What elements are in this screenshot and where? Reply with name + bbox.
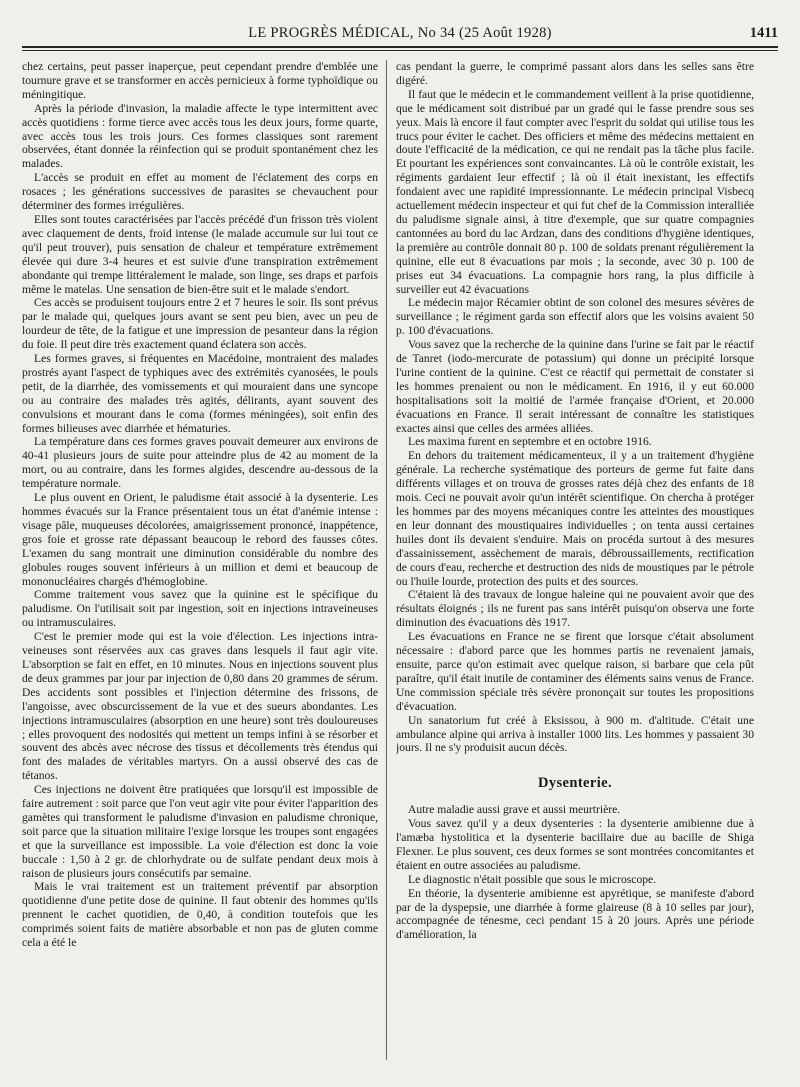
paragraph: cas pendant la guerre, le comprimé passant alors dans les selles sans être digéré. <box>396 60 754 87</box>
paragraph: Elles sont toutes caractérisées par l'accès précédé d'un frisson très violent avec claquement de dents, froid intense (le malade accumule sur lui tout ce qu'il peut trouver), puis sensation de chaleur et température extrêmement élevée qui dure 3-4 heures et est suivie d'une transpiration extrêmement abondante qui trempe littéralement le malade, son linge, ses draps et parfois même le matelas. Une sensation de bien-être suit et le malade s'endort. <box>22 212 378 296</box>
paragraph: Ces accès se produisent toujours entre 2 et 7 heures le soir. Ils sont prévus par le malade qui, quelques jours avant se sent peu bien, avec un peu de lourdeur de tête, de la fatigue et une impression de pesanteur dans la région du foie. Il peut dire très exactement quand éclatera son accès. <box>22 296 378 352</box>
paragraph: Après la période d'invasion, la maladie affecte le type intermittent avec accès quotidiens : forme tierce avec accès tous les deux jours, forme quarte, avec accès tous les trois jours. Ces formes classiques sont rarement observées, étant donnée la réinfection qui se produit spontanément chez les malades. <box>22 101 378 171</box>
page-number: 1411 <box>749 25 778 41</box>
paragraph: chez certains, peut passer inaperçue, peut cependant prendre d'emblée une tournure grave et se transformer en accès pernicieux à forme typhoïdique ou méningitique. <box>22 60 378 101</box>
paragraph: Vous savez que la recherche de la quinine dans l'urine se fait par le réactif de Tanret (iodo-mercurate de potassium) qui donne un précipité lorsque l'urine contient de la quinine. C'est ce réactif qui permettait de constater si les hommes prenaient ou non le médicament. En 1916, il y eut 60.000 hospitalisations soit la moitié de l'armée française d'Orient, et 20.000 évacuations en France. Il serait intéressant de connaître les statistiques exactes ainsi que celles des armées alliées. <box>396 338 754 435</box>
paragraph: Le médecin major Récamier obtint de son colonel des mesures sévères de surveillance ; le régiment garda son effectif alors que les voisins avaient 50 p. 100 d'évacuations. <box>396 296 754 338</box>
paragraph: Les évacuations en France ne se firent que lorsque c'était absolument nécessaire : d'abord parce que les hommes partis ne revenaient jamais, ensuite, parce qu'on estimait avec quelque raison, si barbare que cela pût paraître, qu'il était inutile de contaminer des éléments sains venus de France. Une commission spéciale très sévère prononçait sur toutes les propositions d'évacuation. <box>396 630 754 713</box>
paragraph: Il faut que le médecin et le commandement veillent à la prise quotidienne, que le médicament soit distribué par un gradé qui le fasse prendre sous ses yeux. Mais là encore il faut compter avec l'esprit du soldat qui utilise tous les trucs pour éviter le cachet. Des officiers et même des médecins mettaient en doute l'efficacité de la médication, ce qui ne rendait pas la tâche plus facile. Et pourtant les expériences sont convaincantes. Là où le contrôle existait, les régiments gardaient leur effectif ; là où il était inexistant, les effectifs fondaient avec une rapidité impressionnante. Le médecin principal Visbecq actuellement médecin inspecteur et qui fut chef de la Commission interalliée du paludisme signale ainsi, à titre d'exemple, que sur quatre compagnies cantonnées au bord du lac Ardzan, dans des conditions d'hygiène identiques, la première au contrôle donnait 80 p. 100 de soldats prenant régulièrement la quinine, elle eut 8 évacuations par mois ; la seconde, avec 30 p. 100 de prises eut 34 évacuations. La compagnie hors rang, la plus difficile à surveiller eut 42 évacuations <box>396 87 754 296</box>
paragraph: La température dans ces formes graves pouvait demeurer aux environs de 40-41 plusieurs jours de suite pour atteindre plus de 42 au moment de la mort, ou au contraire, dans les formes algides, descendre au-dessous de la température normale. <box>22 435 378 491</box>
paragraph: L'accès se produit en effet au moment de l'éclatement des corps en rosaces ; les générations successives de parasites se chevauchent pour déterminer des formes irrégulières. <box>22 171 378 213</box>
paragraph: Le plus ouvent en Orient, le paludisme était associé à la dysenterie. Les hommes évacués sur la France présentaient tous un état d'anémie intense : visage pâle, muqueuses décolorées, amaigrissement prononcé, inappétence, gros foie et grosse rate dépassant beaucoup le rebord des fausses côtes. L'examen du sang montrait une diminution considérable du nombre des globules rouges souvent inférieurs à un million et demi et beaucoup de mononucléaires chargés d'hémoglobine. <box>22 491 378 588</box>
paragraph: C'est le premier mode qui est la voie d'élection. Les injections intra-veineuses sont réservées aux cas graves dans lesquels il faut agir vite. L'absorption se fait en effet, en 10 minutes. Nous en injections souvent plus de deux grammes par jour par injection de 0,80 dans 20 grammes de sérum. Des accidents sont possibles et l'injection détermine des frissons, de l'angoisse, avec obscurcissement de la vue et des sueurs abondantes. Les injections intramusculaires (absorption en une heure) sont très douloureuses ; elles provoquent des nodosités qui mettent un temps infini à se résorber et souvent des abcès avec nécrose des tissus et décollements très étendus qui font des malades de véritables martyrs. On a aussi observé des cas de tétanos. <box>22 630 378 783</box>
header-rule <box>22 46 778 48</box>
paragraph: Comme traitement vous savez que la quinine est le spécifique du paludisme. On l'utilisait soit par ingestion, soit en injections intraveineuses ou intramusculaires. <box>22 588 378 630</box>
section-heading: Dysenterie. <box>537 775 613 792</box>
paragraph: Un sanatorium fut créé à Eksissou, à 900 m. d'altitude. C'était une ambulance alpine qui arriva à installer 1000 lits. Les hommes y passaient 30 jours. Il ne s'y produisit aucun décès. <box>396 713 754 755</box>
paragraph: En dehors du traitement médicamenteux, il y a un traitement d'hygiène générale. La recherche systématique des porteurs de germe fut faite dans différents villages et on trouva de grosses rates déjà chez des enfants de 18 mois. Ceci ne pouvait avoir qu'un intérêt scientifique. On chercha à protéger les hommes par des moyens mécaniques contre les atteintes des moustiques en leur donnant des moustiquaires individuelles ; on tenta aussi certaines huiles dont ils devaient s'enduire. Mais on procéda surtout à des mesures d'assainissement, assèchement de marais, débroussaillements, rectification de cours d'eau, recherche et destruction des nids de moustiques par le pétrole ou l'huile lourde, protection des puits et des sources. <box>396 449 754 588</box>
paragraph: C'étaient là des travaux de longue haleine qui ne pouvaient avoir que des résultats éloignés ; ils ne furent pas sans intérêt puisqu'on observa une forte diminution des évacuations dès 1917. <box>396 588 754 630</box>
paragraph: Le diagnostic n'était possible que sous le microscope. <box>408 872 657 886</box>
paragraph: Les maxima furent en septembre et en octobre 1916. <box>408 435 652 449</box>
paragraph: Mais le vrai traitement est un traitement préventif par absorption quotidienne d'une petite dose de quinine. Il faut obtenir des hommes qu'ils prennent le cachet quotidien, de 0,40, à condition toutefois que les comprimés soient faits de matière absorbable et non pas de gluten comme cela a été le <box>22 880 378 950</box>
paragraph: Vous savez qu'il y a deux dysenteries : la dysenterie amibienne due à l'amæba hystolitica et la dysenterie bacillaire due au bacille de Shiga Flexner. Le plus souvent, ces deux formes se sont montrées concomitantes et étaient en outre associées au paludisme. <box>396 817 754 872</box>
column-divider <box>386 60 387 1060</box>
right-column <box>396 60 754 1065</box>
paragraph: Autre maladie aussi grave et aussi meurtrière. <box>408 803 621 817</box>
paragraph: Les formes graves, si fréquentes en Macédoine, montraient des malades prostrés ayant l'aspect de typhiques avec des extrémités cyanosées, le pouls petit, de la diarrhée, des vomissements et qui mouraient dans une syncope ou au contraire des malades très agités, délirants, ayant souvent des convulsions et mourant dans le coma (formes méningées), soit enfin des formes bilieuses avec diarrhée et hématuries. <box>22 352 378 435</box>
left-column <box>22 60 378 1065</box>
header-rule-thin <box>22 50 778 51</box>
paragraph: En théorie, la dysenterie amibienne est apyrétique, se manifeste d'abord par de la dyspepsie, une diarrhée à forme glaireuse (8 à 10 selles par jour), accompagnée de ténesme, ceci pendant 15 à 20 jours. Après une période d'amélioration, la <box>396 886 754 942</box>
paragraph: Ces injections ne doivent être pratiquées que lorsqu'il est impossible de faire autrement : soit parce que l'on veut agir vite pour éviter l'apparition des gamètes qui transforment le paludisme d'invasion en paludisme chronique, soit parce que la situation militaire l'exige lorsque les troupes sont engagées et que la surveillance est impossible. La voie d'élection est donc la voie buccale : 1,50 à 2 gr. de chlorhydrate ou de sulfate pendant deux mois à raison de plusieurs jours consécutifs par semaine. <box>22 783 378 880</box>
running-title: LE PROGRÈS MÉDICAL, No 34 (25 Août 1928) <box>248 25 552 41</box>
